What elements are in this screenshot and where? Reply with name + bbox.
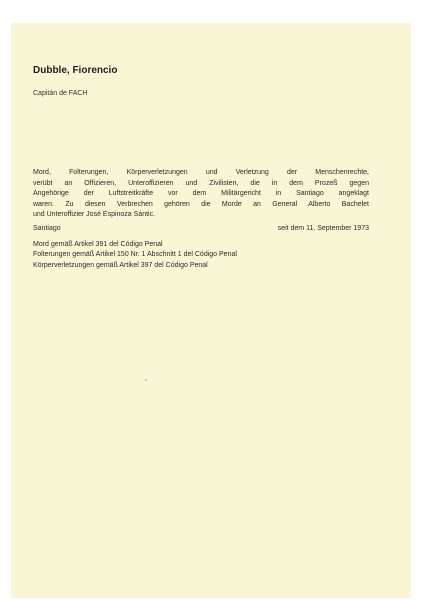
location-since-date: seit dem 11. September 1973 — [277, 225, 369, 232]
location-place: Santiago — [33, 225, 61, 232]
paper-speck — [145, 379, 147, 381]
charges-list — [33, 240, 237, 271]
person-rank: Capitán de FACH — [33, 90, 88, 97]
person-name: Dubble, Fiorencio — [33, 65, 118, 76]
charge-item: Körperverletzungen gemäß Artikel 397 del Código Penal — [33, 261, 208, 269]
description-line: und Unteroffizier José Espinoza Sántic. — [33, 211, 156, 219]
description-line: Angehörige der Luftstreitkräfte vor dem Militärgericht in Santiago angeklagt — [33, 190, 369, 198]
description-line: Mord, Folterungen, Körperverletzungen und Verletzung der Menschenrechte, — [33, 169, 369, 176]
charge-item: Mord gemäß Artikel 391 del Código Penal — [33, 241, 163, 248]
description-line: verübt an Offizieren, Unteroffizieren und Zivilisten, die in dem Prozeß gegen — [33, 179, 369, 187]
description-line: waren. Zu diesen Verbrechen gehören die Morde an General Alberto Bachelet — [33, 200, 369, 208]
crime-description — [33, 168, 369, 221]
charge-item: Folterungen gemäß Artikel 150 Nr. 1 Abschnitt 1 del Código Penal — [33, 251, 237, 259]
document-card — [11, 23, 411, 598]
